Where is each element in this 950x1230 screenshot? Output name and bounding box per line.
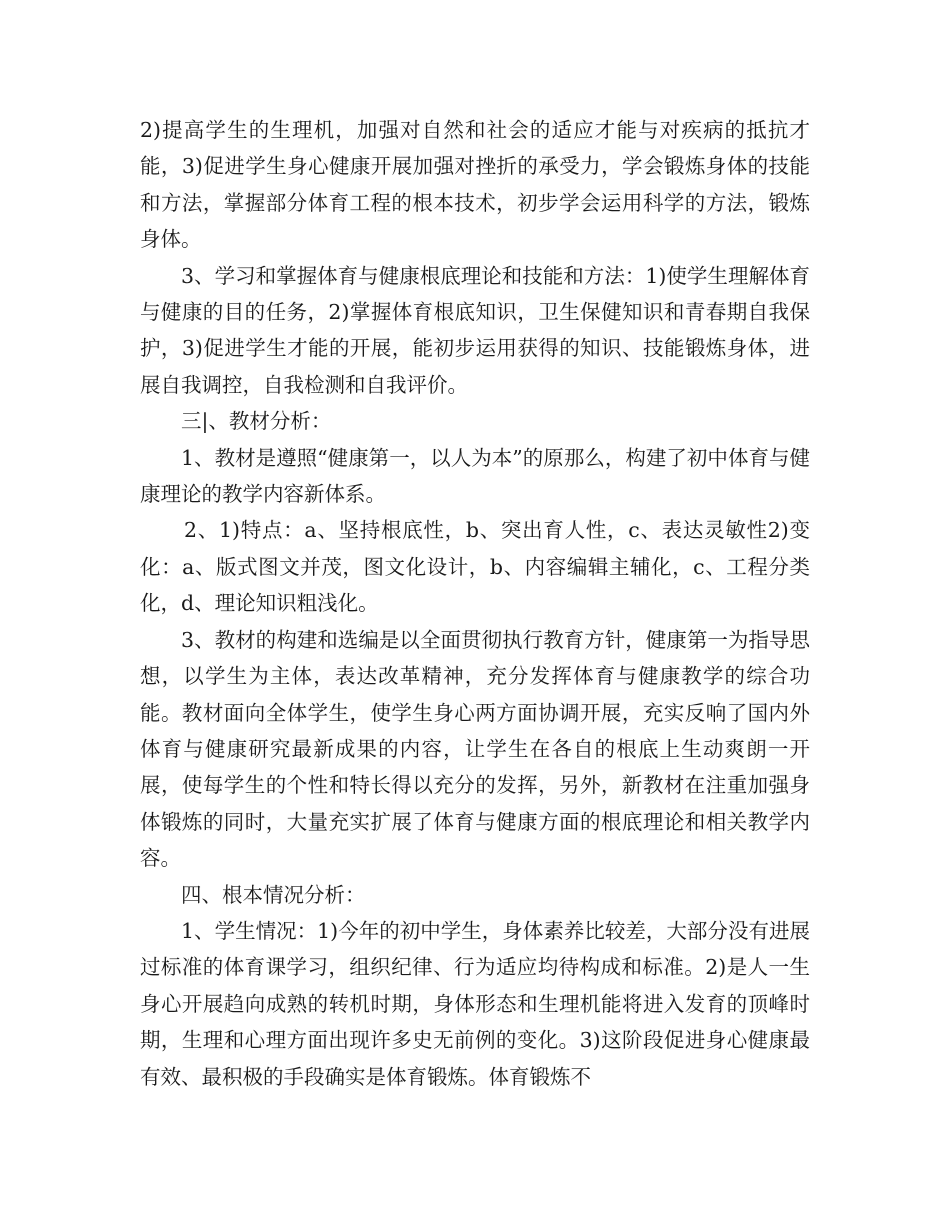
paragraph-4: 1、教材是遵照“健康第一，以人为本”的原那么，构建了初中体育与健康理论的教学内容新体系。	[140, 445, 810, 507]
paragraph-1: 2)提高学生的生理机，加强对自然和社会的适应才能与对疾病的抵抗才能，3)促进学生身心健康开展加强对挫折的承受力，学会锻炼身体的技能和方法，掌握部分体育工程的根本技术，初步学会运用科学的方法，锻炼身体。	[140, 118, 810, 252]
paragraph-8: 1、学生情况：1)今年的初中学生，身体素养比较差，大部分没有进展过标准的体育课学习，组织纪律、行为适应均待构成和标准。2)是人一生身心开展趋向成熟的转机时期，身体形态和生理机能将进入发育的顶峰时期，生理和心理方面出现许多史无前例的变化。3)这阶段促进身心健康最有效、最积极的手段确实是体育锻炼。体育锻炼不	[140, 918, 810, 1089]
paragraph-5: 2、1)特点：a、坚持根底性，b、突出育人性，c、表达灵敏性2)变化：a、版式图文并茂，图文化设计，b、内容编辑主辅化，c、工程分类化，d、理论知识粗浅化。	[140, 518, 810, 616]
paragraph-2: 3、学习和掌握体育与健康根底理论和技能和方法：1)使学生理解体育与健康的目的任务，2)掌握体育根底知识，卫生保健知识和青春期自我保护，3)促进学生才能的开展，能初步运用获得的知识、技能锻炼身体，进展自我调控，自我检测和自我评价。	[140, 263, 810, 397]
section-heading-4: 四、根本情况分析：	[181, 882, 366, 907]
section-heading-3: 三|、教材分析：	[181, 409, 332, 434]
paragraph-6: 3、教材的构建和选编是以全面贯彻执行教育方针，健康第一为指导思想，以学生为主体，表达改革精神，充分发挥体育与健康教学的综合功能。教材面向全体学生，使学生身心两方面协调开展，充实反响了国内外体育与健康研究最新成果的内容，让学生在各自的根底上生动爽朗一开展，使每学生的个性和特长得以充分的发挥，另外，新教材在注重加强身体锻炼的同时，大量充实扩展了体育与健康方面的根底理论和相关教学内容。	[140, 627, 810, 871]
